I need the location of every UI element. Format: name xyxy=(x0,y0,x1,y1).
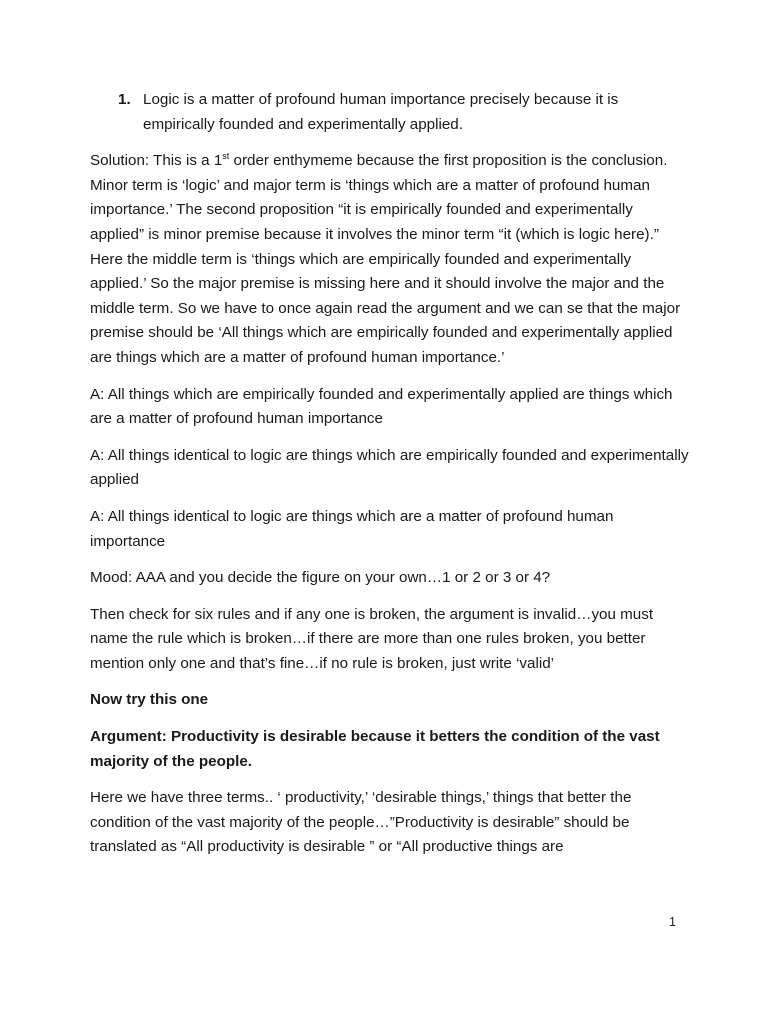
numbered-list-item xyxy=(90,88,690,137)
page-number: 1 xyxy=(669,915,676,929)
solution-text-rest: order enthymeme because the first proposition is the conclusion. Minor term is ‘logic’ and major term is ‘things which are a matter of profound human importance.’ The second proposition “it is empirically founded and experimentally applied” is minor premise because it involves the minor term “it (which is logic here).” Here the middle term is ‘things which are empirically founded and experimentally applied.’ So the major premise is missing here and it should involve the major and the middle term. So we have to once again read the argument and we can se that the major premise should be ‘All things which are empirically founded and experimentally applied are things which are a matter of profound human importance.’ xyxy=(90,152,681,366)
try-heading: Now try this one xyxy=(90,691,209,709)
solution-paragraph xyxy=(90,149,690,370)
syllogism-conclusion: A: All things identical to logic are things which are a matter of profound human importance xyxy=(90,507,614,550)
instructions-paragraph: Then check for six rules and if any one is broken, the argument is invalid…you must name the rule which is broken…if there are more than one rules broken, you better mention only one and that’s fine…if no rule is broken, just write ‘valid’ xyxy=(90,605,654,672)
solution-text-start: Solution: This is a 1 xyxy=(90,152,223,170)
argument-paragraph: Argument: Productivity is desirable because it betters the condition of the vast majority of the people. xyxy=(90,728,660,770)
document-body xyxy=(90,88,690,872)
list-item-text: Logic is a matter of profound human importance precisely because it is empirically founded and experimentally applied. xyxy=(143,91,619,133)
mood-paragraph: Mood: AAA and you decide the figure on your own…1 or 2 or 3 or 4? xyxy=(90,569,551,587)
analysis-paragraph: Here we have three terms.. ‘ productivity,’ ‘desirable things,’ things that better the condition of the vast majority of the people…”Productivity is desirable” should be translated as “All productivity is desirable ” or “All productive things are xyxy=(90,789,632,856)
ordinal-superscript: st xyxy=(222,151,230,162)
list-number: 1. xyxy=(118,91,131,108)
major-premise: A: All things which are empirically founded and experimentally applied are things which are a matter of profound human importance xyxy=(90,385,673,428)
minor-premise: A: All things identical to logic are things which are empirically founded and experimentally applied xyxy=(90,446,689,489)
